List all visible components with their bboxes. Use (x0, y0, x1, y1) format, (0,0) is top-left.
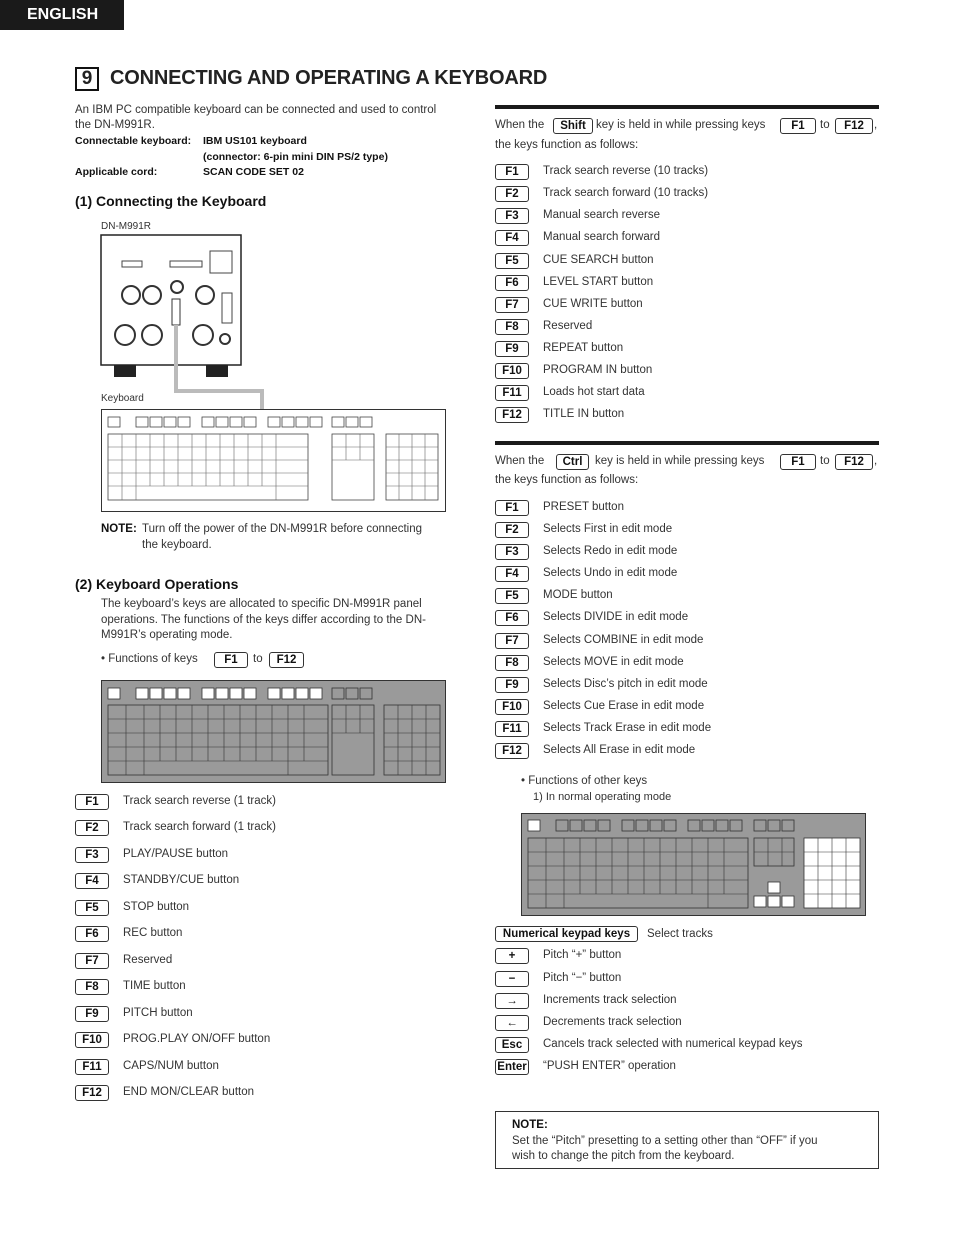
key-f6: F6 (495, 610, 529, 626)
key-description: Selects Cue Erase in edit mode (543, 700, 705, 712)
list-item (495, 566, 879, 584)
key-f1: F1 (495, 500, 529, 516)
device-rear-panel (101, 235, 241, 377)
key-description: STANDBY/CUE button (123, 874, 240, 886)
keyboard-other-keys-highlight (521, 813, 866, 916)
list-item (75, 794, 455, 812)
intro-line-2: the DN-M991R. (75, 119, 155, 131)
spec-value-cord: SCAN CODE SET 02 (203, 166, 304, 178)
list-item (495, 588, 879, 606)
key-description: Increments track selection (543, 994, 677, 1006)
key-description: Selects DIVIDE in edit mode (543, 611, 689, 623)
list-item (495, 319, 879, 337)
key-description: CAPS/NUM button (123, 1060, 219, 1072)
key-description: Reserved (543, 320, 593, 332)
key-f4: F4 (75, 873, 109, 889)
key-description: Selects First in edit mode (543, 523, 673, 535)
key-f7: F7 (495, 633, 529, 649)
key-description: MODE button (543, 589, 613, 601)
note-line-2: wish to change the pitch from the keyboard. (512, 1150, 735, 1162)
ctrl-intro-mid: key is held in while pressing keys (595, 455, 765, 467)
key-f3: F3 (495, 544, 529, 560)
list-item (495, 297, 879, 315)
list-item (495, 208, 879, 226)
list-item (495, 743, 879, 761)
list-item (75, 900, 455, 918)
key-description: Decrements track selection (543, 1016, 682, 1028)
key-f6: F6 (75, 926, 109, 942)
spec-value-keyboard: IBM US101 keyboard (203, 135, 307, 147)
list-item (495, 275, 879, 293)
key-f5: F5 (495, 588, 529, 604)
functions-of-keys-bullet: • Functions of keys (101, 653, 198, 665)
key-f3: F3 (495, 208, 529, 224)
key-description: Reserved (123, 954, 173, 966)
key-f9: F9 (75, 1006, 109, 1022)
key-f12: F12 (835, 118, 873, 134)
list-item (495, 407, 879, 425)
key-f8: F8 (495, 319, 529, 335)
list-item (75, 873, 455, 891)
shift-intro-line-2: the keys function as follows: (495, 139, 639, 151)
section-title: CONNECTING AND OPERATING A KEYBOARD (110, 67, 548, 89)
operations-para-2: operations. The functions of the keys differ according to the DN- (101, 614, 426, 626)
key-chip-f1: F1 (214, 652, 248, 668)
list-item (495, 948, 879, 966)
key-description: Manual search forward (543, 231, 660, 243)
key-description: END MON/CLEAR button (123, 1086, 255, 1098)
key-f1: F1 (75, 794, 109, 810)
keyboard-illustration (101, 409, 446, 512)
list-item (75, 847, 455, 865)
list-item (495, 993, 879, 1011)
key-f1: F1 (780, 118, 816, 134)
list-item (495, 341, 879, 359)
ctrl-intro-line-2: the keys function as follows: (495, 474, 639, 486)
list-item (495, 699, 879, 717)
list-item (75, 1059, 455, 1077)
key-description: PITCH button (123, 1007, 193, 1019)
spec-value-connector: (connector: 6-pin mini DIN PS/2 type) (203, 151, 388, 163)
key-description: Selects MOVE in edit mode (543, 656, 684, 668)
key-f12: F12 (75, 1085, 109, 1101)
list-item (495, 230, 879, 248)
key-description: LEVEL START button (543, 276, 654, 288)
list-item (495, 971, 879, 989)
key-f11: F11 (495, 721, 529, 737)
key-f2: F2 (495, 522, 529, 538)
list-item (495, 522, 879, 540)
note-label: NOTE: (512, 1119, 548, 1131)
to-word: to (820, 455, 830, 467)
keyboard-keys (102, 410, 445, 511)
key-esc: Esc (495, 1037, 529, 1053)
comma: , (874, 119, 878, 131)
key-description: “PUSH ENTER” operation (543, 1060, 676, 1072)
key-description: Loads hot start data (543, 386, 645, 398)
key-f5: F5 (75, 900, 109, 916)
key-f10: F10 (495, 699, 529, 715)
key-description: Pitch “−” button (543, 972, 622, 984)
keyboard-label: Keyboard (101, 393, 144, 404)
key-f9: F9 (495, 341, 529, 357)
key-f7: F7 (495, 297, 529, 313)
arrow-right-icon: → (495, 993, 529, 1009)
list-item (495, 1015, 879, 1033)
note-box (495, 1111, 879, 1169)
key-f10: F10 (75, 1032, 109, 1048)
key-description: Selects All Erase in edit mode (543, 744, 696, 756)
note-line-2: the keyboard. (142, 539, 212, 551)
list-item (495, 500, 879, 518)
key-minus: − (495, 971, 529, 987)
key-f1: F1 (495, 164, 529, 180)
list-item (75, 926, 455, 944)
heading-connecting: (1) Connecting the Keyboard (75, 193, 267, 209)
keyboard-fkeys-highlight (101, 680, 446, 783)
key-description: Pitch “+” button (543, 949, 622, 961)
key-f1: F1 (780, 454, 816, 470)
key-description: Selects COMBINE in edit mode (543, 634, 704, 646)
note-line-1: Set the “Pitch” presetting to a setting other than “OFF” if you (512, 1135, 818, 1147)
intro-line-1: An IBM PC compatible keyboard can be connected and used to control (75, 104, 437, 116)
key-f8: F8 (495, 655, 529, 671)
key-description: Manual search reverse (543, 209, 660, 221)
list-item (495, 610, 879, 628)
key-description: Track search reverse (1 track) (123, 795, 276, 807)
list-item (495, 186, 879, 204)
spec-label-cord: Applicable cord: (75, 166, 158, 178)
key-f8: F8 (75, 979, 109, 995)
numpad-description: Select tracks (647, 928, 713, 940)
shift-intro-mid: key is held in while pressing keys (596, 119, 766, 131)
key-description: REPEAT button (543, 342, 624, 354)
key-f10: F10 (495, 363, 529, 379)
shift-intro-pre: When the (495, 119, 545, 131)
key-f11: F11 (495, 385, 529, 401)
list-item (495, 1037, 879, 1055)
key-description: TIME button (123, 980, 186, 992)
key-description: REC button (123, 927, 183, 939)
key-description: PLAY/PAUSE button (123, 848, 229, 860)
key-f12: F12 (495, 407, 529, 423)
list-item (495, 677, 879, 695)
note-label: NOTE: (101, 523, 137, 535)
key-description: Selects Redo in edit mode (543, 545, 678, 557)
key-description: Cancels track selected with numerical keypad keys (543, 1038, 803, 1050)
arrow-left-icon: ← (495, 1015, 529, 1031)
ctrl-intro-pre: When the (495, 455, 545, 467)
key-f2: F2 (495, 186, 529, 202)
key-chip-f12: F12 (269, 652, 304, 668)
comma: , (874, 455, 878, 467)
key-shift: Shift (553, 118, 593, 134)
key-description: Selects Disc’s pitch in edit mode (543, 678, 708, 690)
list-item (495, 385, 879, 403)
key-numerical-keypad: Numerical keypad keys (495, 926, 638, 942)
key-description: Track search reverse (10 tracks) (543, 165, 709, 177)
list-item (495, 1059, 879, 1077)
list-item (75, 953, 455, 971)
key-f5: F5 (495, 253, 529, 269)
key-f4: F4 (495, 566, 529, 582)
key-f12: F12 (835, 454, 873, 470)
operations-para-3: M991R’s operating mode. (101, 629, 233, 641)
note-line-1: Turn off the power of the DN-M991R before connecting (142, 523, 422, 535)
to-word: to (820, 119, 830, 131)
key-f12: F12 (495, 743, 529, 759)
key-ctrl: Ctrl (556, 454, 589, 470)
key-f11: F11 (75, 1059, 109, 1075)
list-item (75, 1032, 455, 1050)
key-description: PROG.PLAY ON/OFF button (123, 1033, 271, 1045)
list-item (495, 544, 879, 562)
list-item (495, 164, 879, 182)
key-f6: F6 (495, 275, 529, 291)
language-tab: ENGLISH (0, 0, 124, 30)
key-plus: + (495, 948, 529, 964)
spec-label-keyboard: Connectable keyboard: (75, 135, 192, 147)
heading-operations: (2) Keyboard Operations (75, 576, 239, 592)
key-f4: F4 (495, 230, 529, 246)
keyboard-keys (522, 814, 865, 915)
other-keys-bullet: • Functions of other keys (521, 775, 648, 787)
key-f2: F2 (75, 820, 109, 836)
section-number: 9 (75, 67, 99, 91)
list-item (75, 820, 455, 838)
list-item (75, 1006, 455, 1024)
key-f9: F9 (495, 677, 529, 693)
normal-mode-subheading: 1) In normal operating mode (533, 791, 672, 803)
section-rule (495, 441, 879, 445)
to-word: to (253, 653, 263, 665)
key-description: PRESET button (543, 501, 624, 513)
key-description: CUE WRITE button (543, 298, 643, 310)
list-item (495, 655, 879, 673)
key-description: Selects Undo in edit mode (543, 567, 678, 579)
key-description: STOP button (123, 901, 190, 913)
key-description: TITLE IN button (543, 408, 625, 420)
key-description: Track search forward (1 track) (123, 821, 276, 833)
key-f3: F3 (75, 847, 109, 863)
list-item (495, 721, 879, 739)
key-description: CUE SEARCH button (543, 254, 654, 266)
keyboard-keys (102, 681, 445, 782)
key-enter: Enter (495, 1059, 529, 1075)
operations-para-1: The keyboard’s keys are allocated to specific DN-M991R panel (101, 598, 422, 610)
key-description: PROGRAM IN button (543, 364, 653, 376)
key-f7: F7 (75, 953, 109, 969)
list-item (495, 253, 879, 271)
list-item (75, 979, 455, 997)
list-item (495, 363, 879, 381)
list-item (75, 1085, 455, 1103)
list-item (495, 633, 879, 651)
section-rule (495, 105, 879, 109)
key-description: Selects Track Erase in edit mode (543, 722, 712, 734)
device-label: DN-M991R (101, 221, 152, 232)
key-description: Track search forward (10 tracks) (543, 187, 709, 199)
